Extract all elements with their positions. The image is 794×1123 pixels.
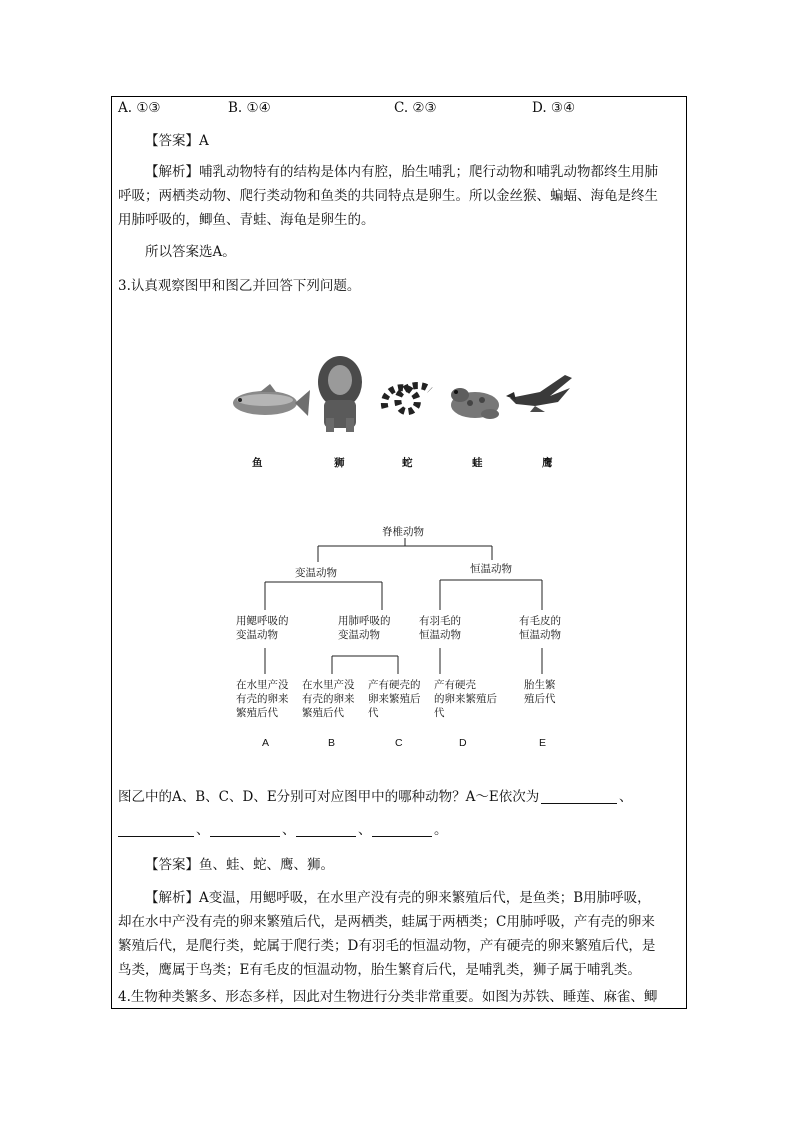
q3-analysis-line-4: 鸟类，鹰属于鸟类；E有毛皮的恒温动物，胎生繁育后代，是哺乳类，狮子属于哺乳类。 bbox=[118, 962, 641, 978]
q3-question-end: 。 bbox=[434, 822, 448, 838]
q3-analysis-line-1: 【解析】A变温，用鳃呼吸，在水里产没有壳的卵来繁殖后代，是鱼类；B用肺呼吸， bbox=[145, 890, 651, 906]
letter-c: C bbox=[395, 737, 403, 749]
node-vertebrates: 脊椎动物 bbox=[382, 526, 424, 538]
option-a: A. ①③ bbox=[118, 100, 161, 116]
node-lung-breathing: 用肺呼吸的 变温动物 bbox=[338, 615, 391, 641]
node-furred: 有毛皮的 恒温动物 bbox=[519, 615, 561, 641]
q4-stem: 4.生物种类繁多、形态多样，因此对生物进行分类非常重要。如图为苏铁、睡莲、麻雀、鲫 bbox=[118, 989, 658, 1005]
node-cold-blooded: 变温动物 bbox=[295, 567, 337, 579]
blank-a[interactable] bbox=[541, 803, 617, 804]
q3-separator: 、 bbox=[358, 822, 372, 838]
option-c: C. ②③ bbox=[394, 100, 437, 116]
leaf-a-description: 在水里产没 有壳的卵来 繁殖后代 bbox=[236, 679, 289, 719]
leaf-c-description: 产有硬壳的 卵来繁殖后 代 bbox=[368, 679, 421, 719]
animal-label-fish: 鱼 bbox=[252, 457, 263, 469]
q2-analysis-line-2: 呼吸；两栖类动物、爬行类动物和鱼类的共同特点是卵生。所以金丝猴、蝙蝠、海龟是终生 bbox=[118, 188, 658, 204]
q3-separator: 、 bbox=[196, 822, 210, 838]
q2-answer: 【答案】A bbox=[145, 133, 209, 149]
q3-separator: 、 bbox=[619, 789, 633, 805]
letter-d: D bbox=[459, 737, 467, 749]
q3-stem: 3.认真观察图甲和图乙并回答下列问题。 bbox=[118, 278, 361, 294]
q3-analysis-line-2: 却在水中产没有壳的卵来繁殖后代，是两栖类，蛙属于两栖类；C用肺呼吸，产有壳的卵来 bbox=[118, 914, 655, 930]
blank-d[interactable] bbox=[296, 836, 356, 837]
node-gill-breathing: 用鳃呼吸的 变温动物 bbox=[236, 615, 289, 641]
leaf-b-description: 在水里产没 有壳的卵来 繁殖后代 bbox=[302, 679, 355, 719]
q3-question: 图乙中的A、B、C、D、E分别可对应图甲中的哪种动物？A～E依次为 bbox=[118, 789, 540, 805]
node-feathered: 有羽毛的 恒温动物 bbox=[419, 615, 461, 641]
q3-separator: 、 bbox=[282, 822, 296, 838]
q2-analysis-line-1: 【解析】哺乳动物特有的结构是体内有腔，胎生哺乳；爬行动物和哺乳动物都终生用肺 bbox=[145, 164, 658, 180]
option-b: B. ①④ bbox=[228, 100, 271, 116]
q2-conclusion: 所以答案选A。 bbox=[145, 244, 236, 260]
letter-e: E bbox=[539, 737, 547, 749]
leaf-e-description: 胎生繁 殖后代 bbox=[524, 679, 556, 705]
animal-label-frog: 蛙 bbox=[472, 457, 483, 469]
option-d: D. ③④ bbox=[532, 100, 576, 116]
blank-c[interactable] bbox=[210, 836, 280, 837]
blank-e[interactable] bbox=[372, 836, 432, 837]
animal-label-lion: 狮 bbox=[334, 457, 345, 469]
q2-analysis-line-3: 用肺呼吸的，鲫鱼、青蛙、海龟是卵生的。 bbox=[118, 212, 375, 228]
animal-label-eagle: 鹰 bbox=[542, 457, 553, 469]
node-warm-blooded: 恒温动物 bbox=[470, 563, 512, 575]
letter-a: A bbox=[262, 737, 270, 749]
blank-b[interactable] bbox=[118, 836, 194, 837]
letter-b: B bbox=[328, 737, 336, 749]
animal-label-snake: 蛇 bbox=[402, 457, 413, 469]
leaf-d-description: 产有硬壳 的卵来繁殖后 代 bbox=[434, 679, 497, 719]
q3-analysis-line-3: 繁殖后代，是爬行类，蛇属于爬行类；D有羽毛的恒温动物，产有硬壳的卵来繁殖后代，是 bbox=[118, 938, 656, 954]
q3-answer: 【答案】鱼、蛙、蛇、鹰、狮。 bbox=[145, 857, 334, 873]
